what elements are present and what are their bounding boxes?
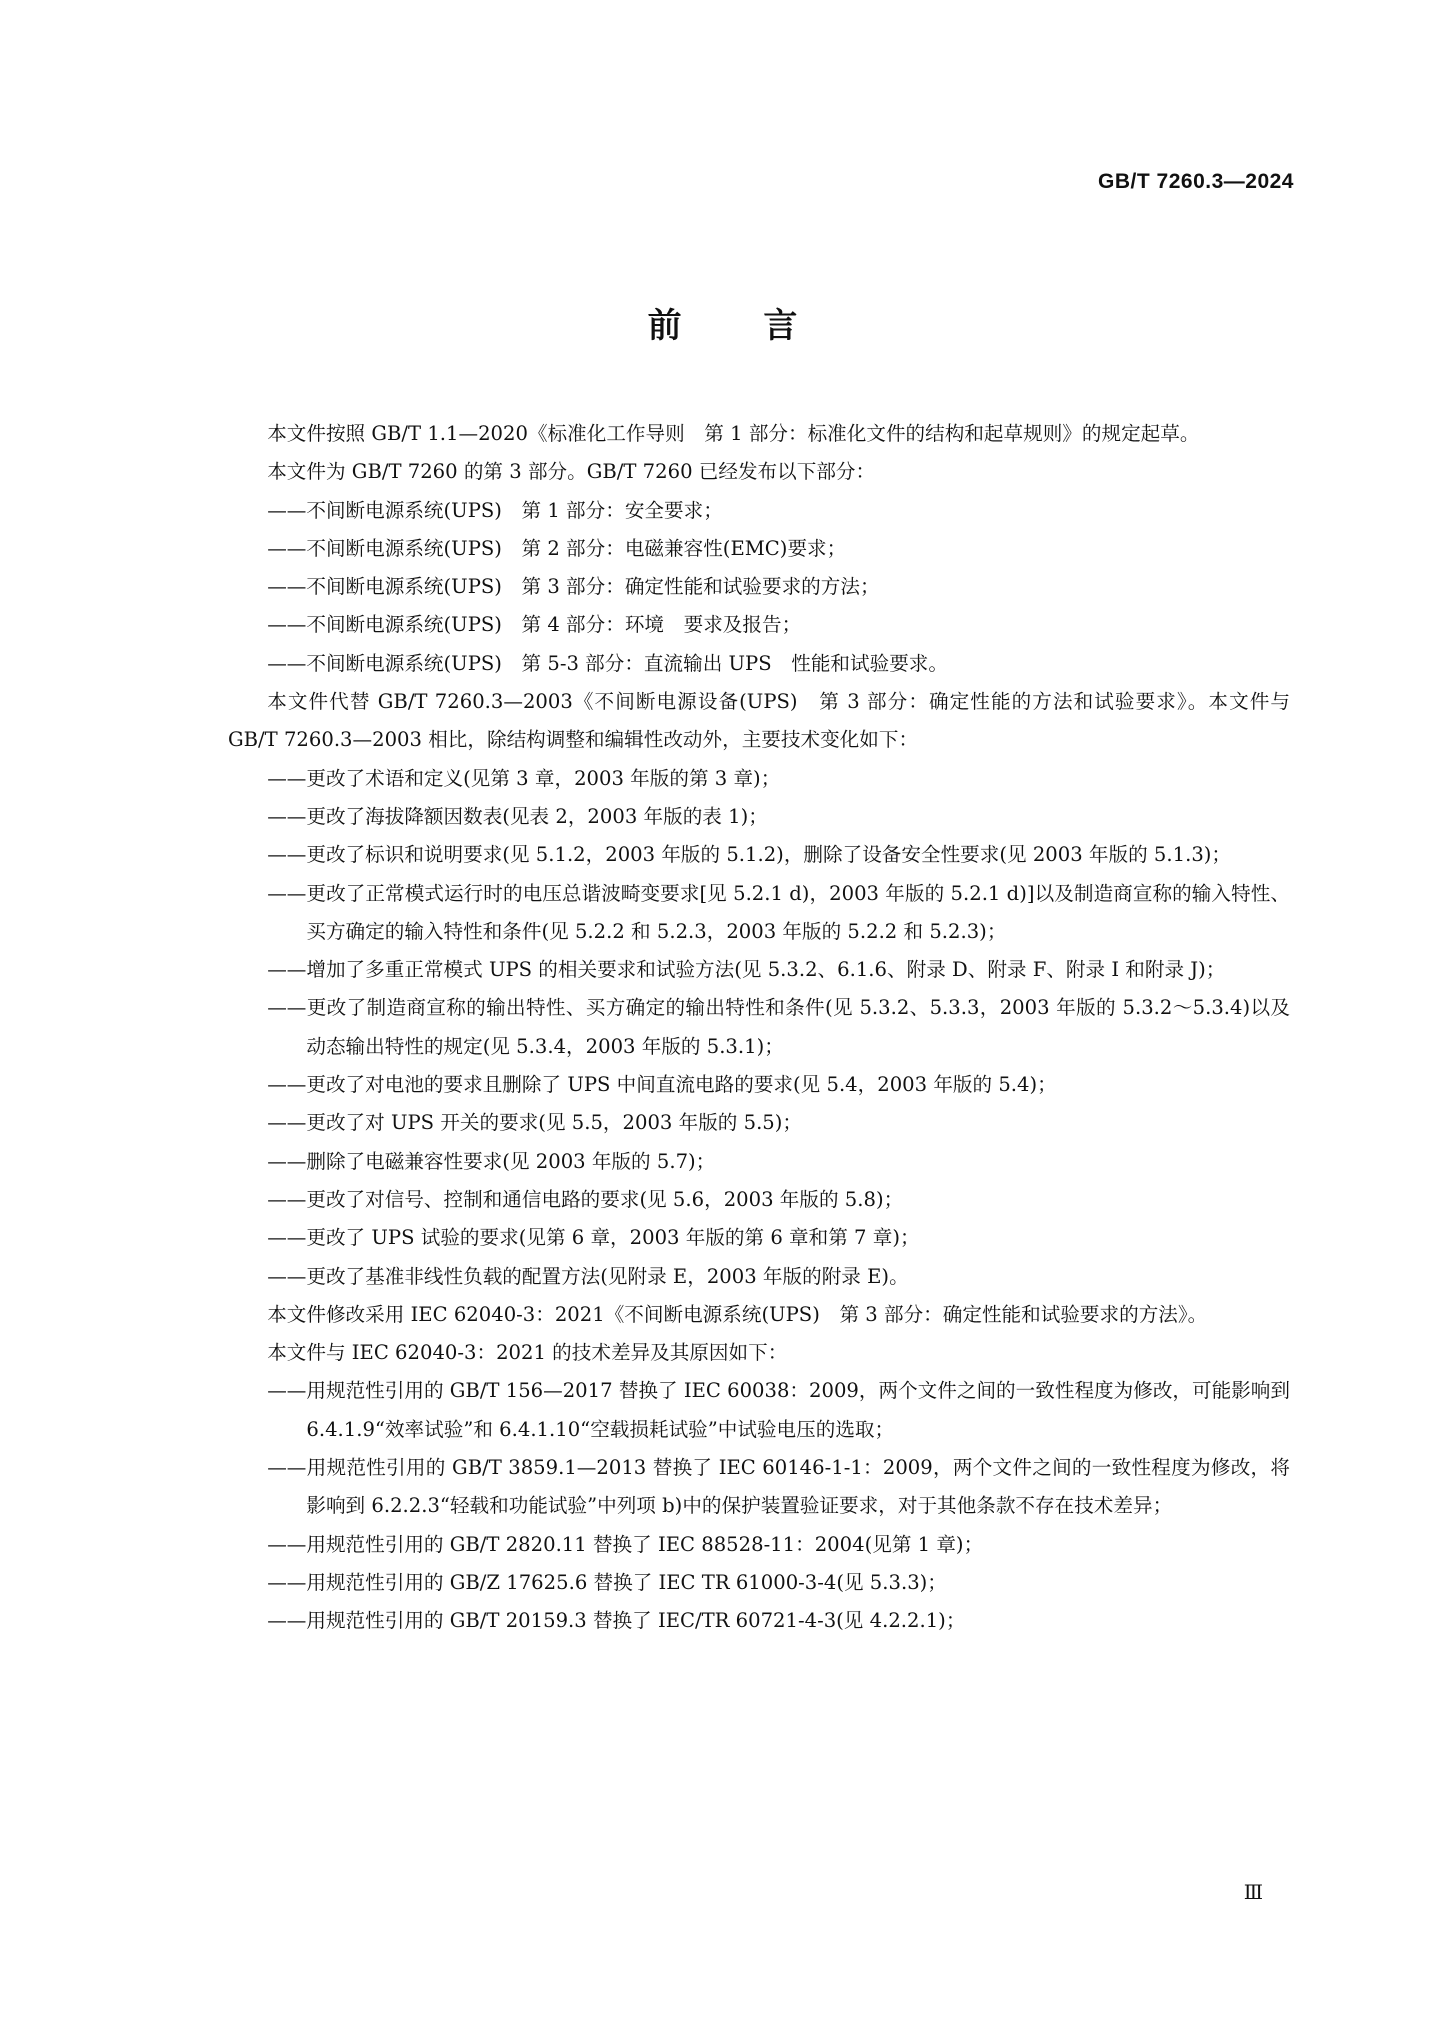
- paragraph: 本文件按照 GB/T 1.1—2020《标准化工作导则 第 1 部分：标准化文件的结构和起草规则》的规定起草。: [267, 422, 1200, 445]
- list-item: ——用规范性引用的 GB/T 2820.11 替换了 IEC 88528-11：2004(见第 1 章)；: [267, 1532, 984, 1556]
- list-item: ——增加了多重正常模式 UPS 的相关要求和试验方法(见 5.3.2、6.1.6、附录 D、附录 F、附录 I 和附录 J)；: [267, 958, 1226, 982]
- list-item: ——不间断电源系统(UPS) 第 1 部分：安全要求；: [267, 498, 723, 522]
- list-item: ——更改了对信号、控制和通信电路的要求(见 5.6，2003 年版的 5.8)；: [267, 1187, 904, 1211]
- list-item: ——更改了标识和说明要求(见 5.1.2，2003 年版的 5.1.2)，删除了设备安全性要求(见 2003 年版的 5.1.3)；: [267, 843, 1232, 867]
- list-item: ——用规范性引用的 GB/T 20159.3 替换了 IEC/TR 60721-4-3(见 4.2.2.1)；: [267, 1609, 966, 1633]
- list-item: ——不间断电源系统(UPS) 第 5-3 部分：直流输出 UPS 性能和试验要求。: [267, 651, 948, 675]
- list-item: ——更改了基准非线性负载的配置方法(见附录 E，2003 年版的附录 E)。: [267, 1264, 909, 1288]
- list-item: ——用规范性引用的 GB/Z 17625.6 替换了 IEC TR 61000-3-4(见 5.3.3)；: [267, 1570, 947, 1594]
- paragraph: 本文件代替 GB/T 7260.3—2003《不间断电源设备(UPS) 第 3 部分：确定性能的方法和试验要求》。本文件与 GB/T 7260.3—2003 相比，除结构调整和编辑性改动外，主要技术变化如下：: [228, 690, 1290, 752]
- paragraph: 本文件为 GB/T 7260 的第 3 部分。GB/T 7260 已经发布以下部分：: [267, 460, 876, 484]
- list-item: ——更改了正常模式运行时的电压总谐波畸变要求[见 5.2.1 d)，2003 年版的 5.2.1 d)]以及制造商宣称的输入特性、买方确定的输入特性和条件(见 5.2.2 和 5.2.3，2003 年版的 5.2.2 和 5.2.3)；: [267, 881, 1290, 943]
- list-item: ——更改了制造商宣称的输出特性、买方确定的输出特性和条件(见 5.3.2、5.3.3，2003 年版的 5.3.2～5.3.4)以及动态输出特性的规定(见 5.3.4，2003 年版的 5.3.1)；: [267, 996, 1290, 1058]
- list-item: ——更改了海拔降额因数表(见表 2，2003 年版的表 1)；: [267, 804, 768, 828]
- list-item: ——不间断电源系统(UPS) 第 3 部分：确定性能和试验要求的方法；: [267, 575, 880, 599]
- list-item: ——不间断电源系统(UPS) 第 4 部分：环境 要求及报告；: [267, 613, 802, 637]
- page-number: Ⅲ: [1243, 1882, 1263, 1904]
- list-item: ——用规范性引用的 GB/T 3859.1—2013 替换了 IEC 60146-1-1：2009，两个文件之间的一致性程度为修改，将影响到 6.2.2.3“轻载和功能试验”中列项 b)中的保护装置验证要求，对于其他条款不存在技术差异；: [267, 1456, 1290, 1518]
- list-item: ——更改了对 UPS 开关的要求(见 5.5，2003 年版的 5.5)；: [267, 1111, 803, 1135]
- standard-code: GB/T 7260.3—2024: [1098, 170, 1294, 193]
- list-item: ——更改了 UPS 试验的要求(见第 6 章，2003 年版的第 6 章和第 7 章)；: [267, 1226, 920, 1250]
- list-item: ——不间断电源系统(UPS) 第 2 部分：电磁兼容性(EMC)要求；: [267, 536, 847, 560]
- list-item: ——删除了电磁兼容性要求(见 2003 年版的 5.7)；: [267, 1149, 716, 1173]
- page-title: 前 言: [647, 306, 798, 346]
- list-item: ——更改了对电池的要求且删除了 UPS 中间直流电路的要求(见 5.4，2003 年版的 5.4)；: [267, 1073, 1057, 1097]
- list-item: ——更改了术语和定义(见第 3 章，2003 年版的第 3 章)；: [267, 766, 781, 790]
- document-body: [228, 415, 1290, 1641]
- paragraph: 本文件修改采用 IEC 62040-3：2021《不间断电源系统(UPS) 第 3 部分：确定性能和试验要求的方法》。: [267, 1302, 1208, 1326]
- list-item: ——用规范性引用的 GB/T 156—2017 替换了 IEC 60038：2009，两个文件之间的一致性程度为修改，可能影响到 6.4.1.9“效率试验”和 6.4.1.10“空载损耗试验”中试验电压的选取；: [267, 1379, 1290, 1441]
- paragraph: 本文件与 IEC 62040-3：2021 的技术差异及其原因如下：: [267, 1341, 788, 1365]
